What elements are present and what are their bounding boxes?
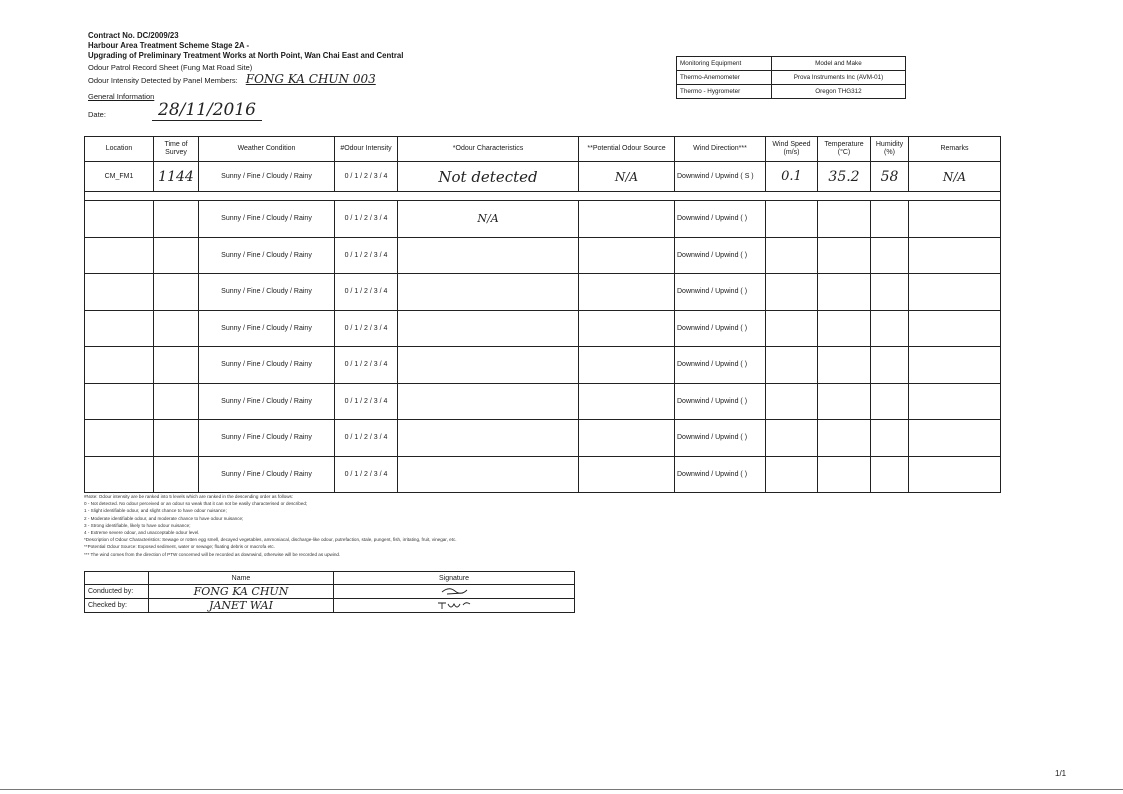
cell-location [85, 274, 154, 311]
cell-humidity [871, 201, 909, 238]
cell-wind-speed [766, 456, 818, 493]
note-line: **Potential Odour Source: Exposed sediment, water or sewage; floating debris or macrofa etc. [84, 544, 275, 550]
cell-humidity [871, 274, 909, 311]
cell-wind-speed [766, 310, 818, 347]
cell-characteristics [398, 383, 579, 420]
panel-member-value: FONG KA CHUN 003 [245, 72, 376, 86]
cell-location [85, 383, 154, 420]
cell-location [85, 420, 154, 457]
table-body [85, 201, 1001, 493]
date-value: 28/11/2016 [152, 100, 262, 121]
equipment-header-cell: Model and Make [771, 57, 905, 71]
cell-location [85, 310, 154, 347]
cell-weather: Sunny / Fine / Cloudy / Rainy [199, 420, 335, 457]
signoff-row [85, 585, 575, 599]
note-line: *** The wind comes from the direction of PTW concerned will be recorded as downwind, otherwise will be recorded as upwind. [84, 551, 341, 557]
panel-member-label [88, 72, 376, 86]
equipment-table [676, 56, 906, 99]
equipment-model: Prova Instruments Inc (AVM-01) [771, 71, 905, 85]
note-line: 1 - Slight identifiable odour, and slight chance to have odour nuisance; [84, 508, 227, 514]
page-number: 1/1 [1055, 769, 1067, 778]
cell-intensity: 0 / 1 / 2 / 3 / 4 [335, 274, 398, 311]
signoff-header-row [85, 572, 575, 585]
cell-remarks [909, 347, 1001, 384]
checked-by-label: Checked by: [85, 599, 149, 613]
cell-wind-direction: Downwind / Upwind ( ) [675, 237, 766, 274]
cell-weather: Sunny / Fine / Cloudy / Rainy [199, 201, 335, 238]
cell-time [154, 420, 199, 457]
cell-source [579, 237, 675, 274]
footer-rule [0, 789, 1123, 790]
cell-wind-direction: Downwind / Upwind ( ) [675, 201, 766, 238]
cell-wind-direction: Downwind / Upwind ( ) [675, 456, 766, 493]
cell-wind-speed: 0.1 [766, 162, 818, 192]
cell-characteristics [398, 237, 579, 274]
cell-intensity: 0 / 1 / 2 / 3 / 4 [335, 201, 398, 238]
cell-weather: Sunny / Fine / Cloudy / Rainy [199, 274, 335, 311]
signature-mark [439, 585, 469, 596]
cell-location [85, 347, 154, 384]
cell-humidity [871, 310, 909, 347]
project-title-line2: Upgrading of Preliminary Treatment Works at North Point, Wan Chai East and Central [88, 51, 404, 60]
cell-wind-speed [766, 274, 818, 311]
cell-source [579, 456, 675, 493]
header-wind-speed: Wind Speed (m/s) [766, 137, 818, 162]
equipment-row [677, 85, 906, 99]
cell-temperature [818, 201, 871, 238]
equipment-row [677, 71, 906, 85]
table-row [85, 201, 1001, 238]
cell-location [85, 237, 154, 274]
cell-wind-speed [766, 237, 818, 274]
header-remarks: Remarks [909, 137, 1001, 162]
cell-time [154, 347, 199, 384]
note-line: 4 - Extreme severe odour, and unacceptable odour level. [84, 530, 200, 536]
cell-weather: Sunny / Fine / Cloudy / Rainy [199, 237, 335, 274]
signoff-name-header: Name [149, 572, 334, 585]
cell-source [579, 383, 675, 420]
table-row [85, 456, 1001, 493]
table-row-first [85, 162, 1001, 192]
cell-characteristics [398, 420, 579, 457]
header-location: Location [85, 137, 154, 162]
signoff-table [84, 571, 575, 613]
cell-temperature [818, 347, 871, 384]
cell-characteristics [398, 274, 579, 311]
signoff-row [85, 599, 575, 613]
header-time: Time of Survey [154, 137, 199, 162]
header-temperature: Temperature (°C) [818, 137, 871, 162]
header-humidity: Humidity (%) [871, 137, 909, 162]
cell-intensity: 0 / 1 / 2 / 3 / 4 [335, 420, 398, 457]
equipment-name: Thermo-Anemometer [677, 71, 772, 85]
equipment-header-row [677, 57, 906, 71]
note-line: #Note: Odour intensity are be ranked into 5 levels which are ranked in the descending order as follows: [84, 494, 294, 499]
equipment-name: Thermo - Hygrometer [677, 85, 772, 99]
cell-wind-speed [766, 201, 818, 238]
cell-remarks [909, 274, 1001, 311]
signoff-signature-header: Signature [334, 572, 575, 585]
date-label: Date: [88, 110, 106, 119]
cell-intensity: 0 / 1 / 2 / 3 / 4 [335, 162, 398, 192]
cell-time [154, 456, 199, 493]
cell-remarks [909, 237, 1001, 274]
equipment-header-cell: Monitoring Equipment [677, 57, 772, 71]
header-wind-direction: Wind Direction*** [675, 137, 766, 162]
cell-humidity: 58 [871, 162, 909, 192]
cell-time: 1144 [154, 162, 199, 192]
header-characteristics: *Odour Characteristics [398, 137, 579, 162]
cell-characteristics [398, 310, 579, 347]
cell-remarks [909, 383, 1001, 420]
table-row [85, 383, 1001, 420]
project-title-line1: Harbour Area Treatment Scheme Stage 2A - [88, 41, 250, 50]
cell-weather: Sunny / Fine / Cloudy / Rainy [199, 347, 335, 384]
cell-wind-speed [766, 383, 818, 420]
conducted-by-signature [334, 585, 575, 599]
cell-characteristics [398, 456, 579, 493]
cell-source [579, 420, 675, 457]
cell-location [85, 201, 154, 238]
table-row [85, 237, 1001, 274]
cell-wind-direction: Downwind / Upwind ( ) [675, 274, 766, 311]
cell-temperature [818, 456, 871, 493]
table-row [85, 274, 1001, 311]
header-intensity: #Odour Intensity [335, 137, 398, 162]
cell-humidity [871, 383, 909, 420]
cell-temperature [818, 237, 871, 274]
general-info-label: General Information [88, 92, 155, 101]
cell-source [579, 201, 675, 238]
cell-characteristics [398, 347, 579, 384]
cell-wind-speed [766, 347, 818, 384]
cell-weather: Sunny / Fine / Cloudy / Rainy [199, 162, 335, 192]
cell-time [154, 274, 199, 311]
record-sheet-title: Odour Patrol Record Sheet (Fung Mat Road Site) [88, 63, 253, 72]
cell-wind-speed [766, 420, 818, 457]
cell-temperature [818, 383, 871, 420]
conducted-by-name: FONG KA CHUN [149, 585, 334, 599]
cell-source: N/A [579, 162, 675, 192]
cell-intensity: 0 / 1 / 2 / 3 / 4 [335, 383, 398, 420]
cell-wind-direction: Downwind / Upwind ( ) [675, 347, 766, 384]
cell-temperature [818, 274, 871, 311]
cell-source [579, 274, 675, 311]
cell-location: CM_FM1 [85, 162, 154, 192]
cell-wind-direction: Downwind / Upwind ( ) [675, 420, 766, 457]
signoff-blank [85, 572, 149, 585]
equipment-model: Oregon THG312 [771, 85, 905, 99]
header-source: **Potential Odour Source [579, 137, 675, 162]
cell-temperature: 35.2 [818, 162, 871, 192]
table-header-row [85, 137, 1001, 162]
cell-time [154, 383, 199, 420]
cell-humidity [871, 456, 909, 493]
cell-weather: Sunny / Fine / Cloudy / Rainy [199, 456, 335, 493]
cell-characteristics: N/A [398, 201, 579, 238]
header-weather: Weather Condition [199, 137, 335, 162]
cell-remarks [909, 420, 1001, 457]
cell-wind-direction: Downwind / Upwind ( S ) [675, 162, 766, 192]
cell-humidity [871, 347, 909, 384]
cell-remarks [909, 456, 1001, 493]
signature-mark [436, 599, 472, 610]
table-row [85, 347, 1001, 384]
cell-intensity: 0 / 1 / 2 / 3 / 4 [335, 310, 398, 347]
cell-time [154, 237, 199, 274]
odour-record-table [84, 136, 1001, 493]
cell-temperature [818, 310, 871, 347]
cell-wind-direction: Downwind / Upwind ( ) [675, 310, 766, 347]
table-row [85, 310, 1001, 347]
note-line: 2 - Moderate identifiable odour, and moderate chance to have odour nuisance; [84, 515, 244, 521]
separator-cell [85, 192, 1001, 201]
cell-remarks [909, 310, 1001, 347]
cell-weather: Sunny / Fine / Cloudy / Rainy [199, 310, 335, 347]
cell-time [154, 201, 199, 238]
note-line: *Description of Odour Characteristics: Sewage or rotten egg smell, decayed vegetables, ammoniacal, discharge-like odour, putrefaction, stale, pungent, fish, irritating, fruit, vinegar, etc. [84, 537, 457, 543]
cell-time [154, 310, 199, 347]
conducted-by-label: Conducted by: [85, 585, 149, 599]
cell-humidity [871, 237, 909, 274]
cell-wind-direction: Downwind / Upwind ( ) [675, 383, 766, 420]
table-row [85, 420, 1001, 457]
cell-source [579, 347, 675, 384]
cell-humidity [871, 420, 909, 457]
cell-weather: Sunny / Fine / Cloudy / Rainy [199, 383, 335, 420]
cell-intensity: 0 / 1 / 2 / 3 / 4 [335, 237, 398, 274]
note-line: 3 - Strong identifiable, likely to have odour nuisance; [84, 522, 191, 528]
cell-remarks [909, 201, 1001, 238]
note-line: 0 - Not detected. No odour perceived or an odour so weak that it can not be easily characterised or described; [84, 501, 308, 507]
cell-intensity: 0 / 1 / 2 / 3 / 4 [335, 347, 398, 384]
cell-characteristics: Not detected [398, 162, 579, 192]
cell-source [579, 310, 675, 347]
cell-location [85, 456, 154, 493]
checked-by-name: JANET WAI [149, 599, 334, 613]
notes-block [84, 493, 457, 558]
panel-label: Odour Intensity Detected by Panel Members: [88, 76, 238, 85]
contract-number: Contract No. DC/2009/23 [88, 31, 179, 40]
cell-temperature [818, 420, 871, 457]
checked-by-signature [334, 599, 575, 613]
table-separator-row [85, 192, 1001, 201]
cell-remarks: N/A [909, 162, 1001, 192]
cell-intensity: 0 / 1 / 2 / 3 / 4 [335, 456, 398, 493]
